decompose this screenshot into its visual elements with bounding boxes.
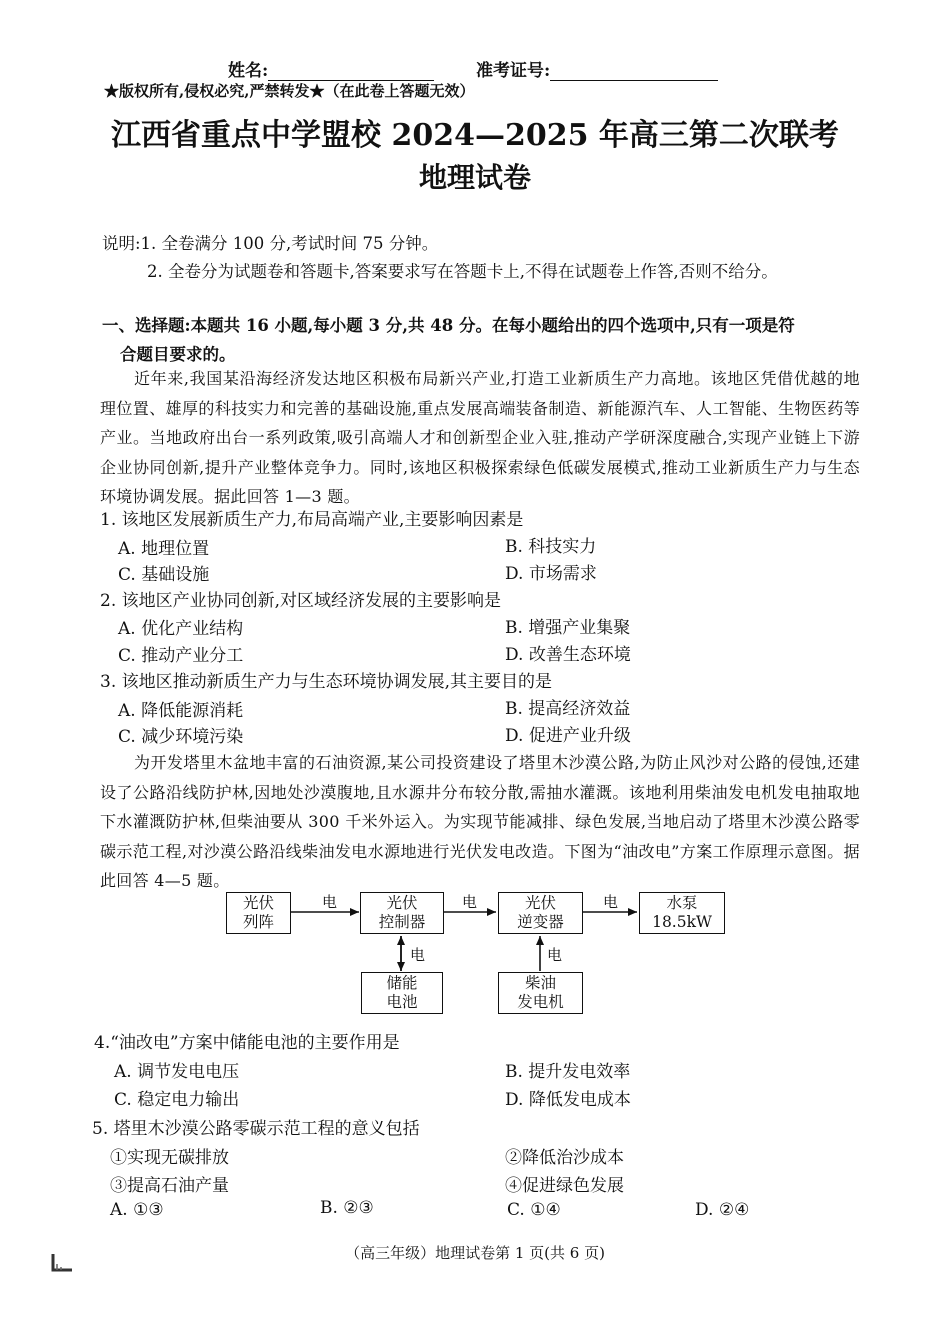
edge-label-electricity: 电 [547, 946, 563, 964]
copyright-notice: ★版权所有,侵权必究,严禁转发★（在此卷上答题无效） [104, 82, 475, 100]
passage-2: 为开发塔里木盆地丰富的石油资源,某公司投资建设了塔里木沙漠公路,为防止风沙对公路的侵蚀,还建设了公路沿线防护林,因地处沙漠腹地,且水源井分布较分散,需抽水灌溉。该地利用柴油发电机发电抽取地下水灌溉防护林,但柴油要从 300 千米外运入。为实现节能减排、绿色发展,当地启动了塔里木沙漠公路零碳示范工程,对沙漠公路沿线柴油发电水源地进行光伏发电改造。下图为“油改电”方案工作原理示意图。据此回答 4—5 题。 [100, 753, 860, 890]
question-2-option-d: D. 改善生态环境 [505, 645, 631, 665]
question-5-statement-3: ③提高石油产量 [110, 1176, 229, 1196]
question-1-option-d: D. 市场需求 [505, 564, 597, 584]
question-1-option-b: B. 科技实力 [505, 537, 597, 557]
question-5-statement-4: ④促进绿色发展 [505, 1176, 624, 1196]
question-5-statement-1: ①实现无碳排放 [110, 1148, 229, 1168]
page-footer: （高三年级）地理试卷第 1 页(共 6 页) [345, 1244, 605, 1262]
question-4-option-b: B. 提升发电效率 [505, 1062, 631, 1082]
question-4-stem: 4.“油改电”方案中储能电池的主要作用是 [94, 1033, 400, 1053]
question-4-option-d: D. 降低发电成本 [505, 1090, 631, 1110]
question-5-option-b: B. ②③ [320, 1198, 374, 1218]
question-5-option-d: D. ②④ [695, 1200, 750, 1220]
diagram-box-pv-array: 光伏 列阵 [226, 892, 291, 934]
edge-label-electricity: 电 [322, 893, 338, 911]
question-5-option-a: A. ①③ [110, 1200, 164, 1220]
ticket-number-label: 准考证号: [476, 56, 718, 81]
question-1-option-a: A. 地理位置 [118, 539, 210, 559]
question-3-option-c: C. 减少环境污染 [118, 727, 244, 747]
passage-1: 近年来,我国某沿海经济发达地区积极布局新兴产业,打造工业新质生产力高地。该地区凭借优越的地理位置、雄厚的科技实力和完善的基础设施,重点发展高端装备制造、新能源汽车、人工智能、生物医药等产业。当地政府出台一系列政策,吸引高端人才和创新型企业入驻,推动产学研深度融合,实现产业链上下游企业协同创新,提升产业整体竞争力。同时,该地区积极探索绿色低碳发展模式,推动工业新质生产力与生态环境协调发展。据此回答 1—3 题。 [100, 369, 860, 506]
name-label: 姓名: [228, 56, 434, 81]
instruction-line-1: 说明:1. 全卷满分 100 分,考试时间 75 分钟。 [102, 234, 439, 253]
diagram-box-battery: 储能 电池 [361, 972, 443, 1014]
question-3-option-a: A. 降低能源消耗 [118, 701, 244, 721]
question-3-option-d: D. 促进产业升级 [505, 726, 631, 746]
question-2-stem: 2. 该地区产业协同创新,对区域经济发展的主要影响是 [100, 591, 502, 611]
exam-title: 江西省重点中学盟校 2024—2025 年高三第二次联考 [111, 118, 839, 153]
exam-subtitle: 地理试卷 [418, 161, 531, 194]
diagram-box-water-pump: 水泵 18.5kW [639, 892, 725, 934]
edge-label-electricity: 电 [462, 893, 478, 911]
question-5-stem: 5. 塔里木沙漠公路零碳示范工程的意义包括 [92, 1119, 420, 1139]
question-3-option-b: B. 提高经济效益 [505, 699, 631, 719]
question-4-option-c: C. 稳定电力输出 [114, 1090, 240, 1110]
question-5-statement-2: ②降低治沙成本 [505, 1148, 624, 1168]
instruction-line-2: 2. 全卷分为试题卷和答题卡,答案要求写在答题卡上,不得在试题卷上作答,否则不给分。 [147, 262, 778, 281]
section-heading-cont: 合题目要求的。 [120, 345, 236, 364]
diagram-box-pv-inverter: 光伏 逆变器 [498, 892, 583, 934]
question-1-option-c: C. 基础设施 [118, 565, 210, 585]
scan-corner-mark [50, 1252, 76, 1274]
diagram-box-diesel-generator: 柴油 发电机 [498, 972, 583, 1014]
section-heading: 一、选择题:本题共 16 小题,每小题 3 分,共 48 分。在每小题给出的四个选项中,只有一项是符 [102, 316, 795, 335]
question-4-option-a: A. 调节发电电压 [114, 1062, 240, 1082]
question-2-option-c: C. 推动产业分工 [118, 646, 244, 666]
edge-label-electricity: 电 [410, 946, 426, 964]
question-1-stem: 1. 该地区发展新质生产力,布局高端产业,主要影响因素是 [100, 510, 524, 530]
question-5-option-c: C. ①④ [507, 1200, 561, 1220]
edge-label-electricity: 电 [603, 893, 619, 911]
question-2-option-a: A. 优化产业结构 [118, 619, 244, 639]
diagram-box-pv-controller: 光伏 控制器 [360, 892, 444, 934]
question-2-option-b: B. 增强产业集聚 [505, 618, 631, 638]
question-3-stem: 3. 该地区推动新质生产力与生态环境协调发展,其主要目的是 [100, 672, 553, 692]
